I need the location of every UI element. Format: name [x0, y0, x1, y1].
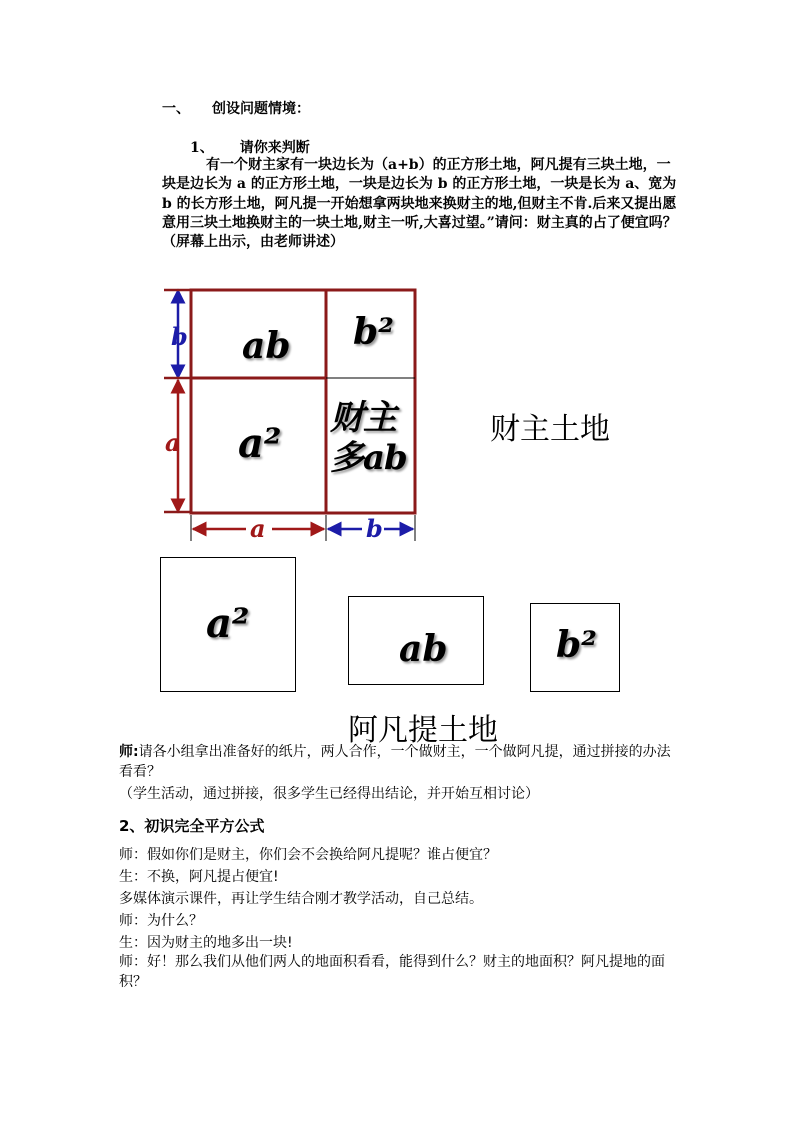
speaker-teacher: 师: [119, 744, 139, 760]
cell-extra-line1: 财主 [330, 398, 396, 438]
dialogue-line-2: 生：不换，阿凡提占便宜! [119, 869, 279, 885]
dialogue-line-4: 师：为什么？ [119, 913, 203, 929]
piece-a2-label: a² [206, 600, 250, 647]
cell-ab-label: ab [242, 325, 291, 367]
merchant-land-label: 财主土地 [490, 412, 610, 447]
piece-b2-label: b² [556, 624, 597, 666]
story-paragraph: 有一个财主家有一块边长为（a+b）的正方形土地，阿凡提有三块土地，一块是边长为 a 的正方形土地，一块是边长为 b 的正方形土地，一块是长为 a、宽为 b 的长方形土地，阿凡提一开始想拿两块地来换财主的地,但财主不肯.后来又提出愿意用三块土地换财主的一块土地,财主一听,大喜过望。”请问：财主真的占了便宜吗？（屏幕上出示，由老师讲述） [162, 157, 677, 251]
section-1-marker: 一、 [162, 101, 190, 117]
subsection-1-marker: 1、 [190, 140, 214, 156]
dim-b-left-label: b [171, 322, 188, 351]
subsection-1-heading [190, 137, 310, 157]
dim-a-left-label: a [165, 428, 181, 457]
cell-a2-label: a² [238, 420, 282, 467]
dim-a-bottom-label: a [250, 514, 266, 543]
teacher-instruction [119, 742, 679, 782]
section-1-title: 创设问题情境： [212, 101, 310, 117]
dialogue-line-1: 师：假如你们是财主，你们会不会换给阿凡提呢？谁占便宜？ [119, 847, 497, 863]
dim-b-bottom-label: b [366, 514, 383, 543]
dialogue-line-6: 师：好！那么我们从他们两人的地面积看看，能得到什么？财主的地面积？阿凡提地的面积？ [119, 954, 665, 990]
piece-ab-label: ab [399, 628, 448, 670]
section-1-heading [162, 98, 310, 118]
section-2-heading: 2、初识完全平方公式 [119, 817, 265, 835]
instruction-text: 请各小组拿出准备好的纸片，两人合作，一个做财主，一个做阿凡提，通过拼接的办法看看？ [119, 744, 671, 780]
subsection-1-title: 请你来判断 [239, 140, 310, 156]
student-activity-note: （学生活动，通过拼接，很多学生已经得出结论，并开始互相讨论） [119, 786, 539, 802]
dialogue-line-5: 生：因为财主的地多出一块! [119, 935, 293, 951]
cell-extra-label [330, 398, 407, 478]
cell-b2-label: b² [353, 311, 394, 353]
cell-extra-line2: 多ab [330, 438, 407, 478]
afanti-land-label: 阿凡提土地 [348, 713, 498, 748]
dialogue-line-3: 多媒体演示课件，再让学生结合刚才教学活动，自己总结。 [119, 891, 483, 907]
